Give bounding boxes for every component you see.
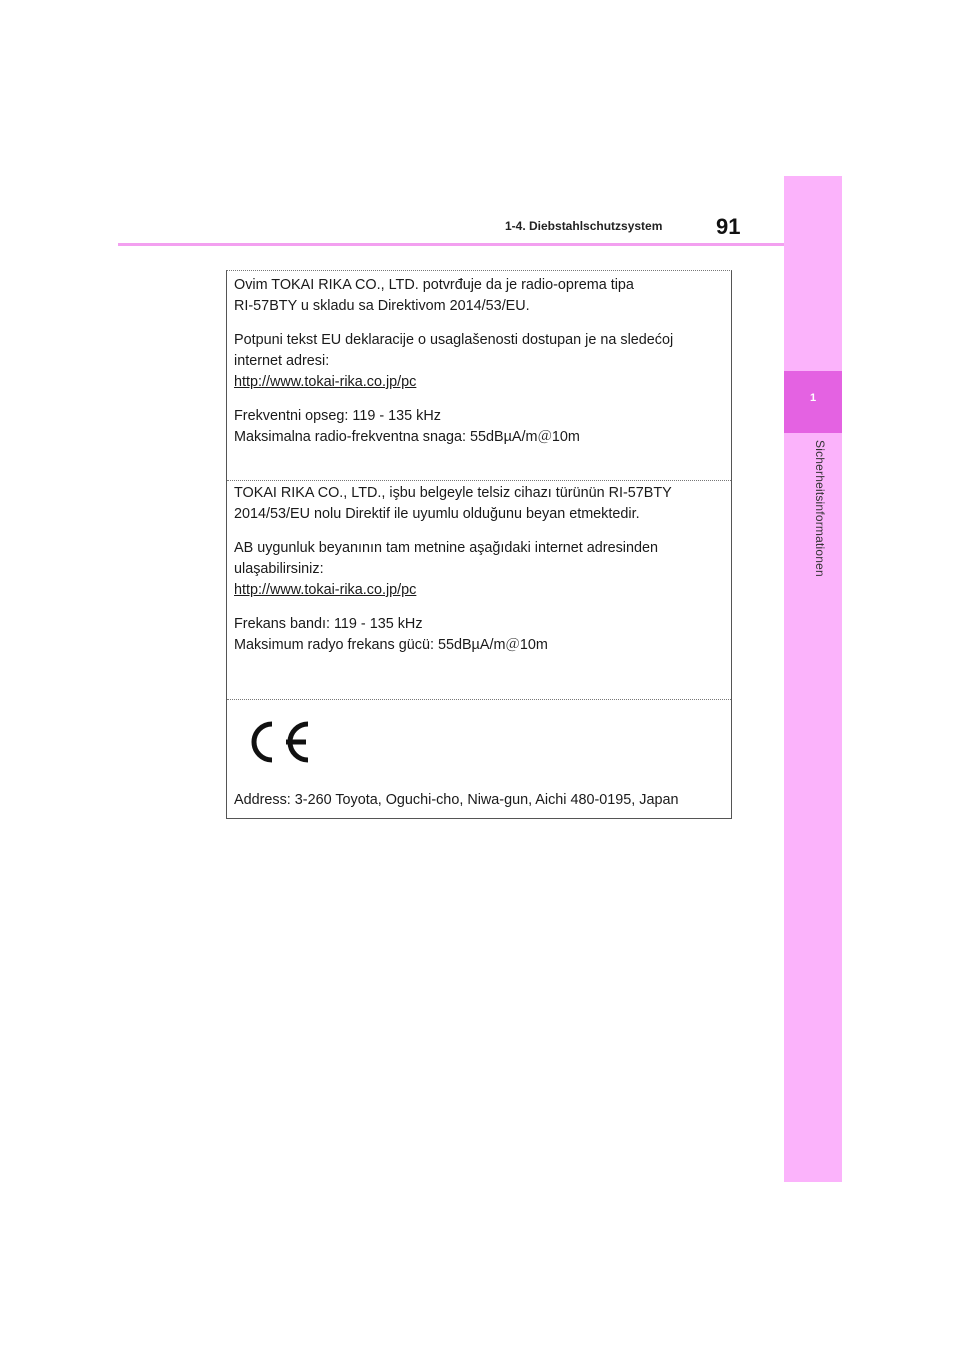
ce-mark-icon [242, 717, 314, 772]
frequency-range: Frekventni opseg: 119 - 135 kHz [234, 408, 441, 424]
chapter-side-tab [784, 176, 842, 1182]
serbian-declaration [234, 275, 725, 448]
header-divider [118, 243, 785, 246]
manufacturer-address: Address: 3-260 Toyota, Oguchi-cho, Niwa-gun, Aichi 480-0195, Japan [234, 792, 679, 808]
turkish-declaration [234, 483, 725, 656]
declaration-box [226, 270, 732, 819]
text-line: 2014/53/EU nolu Direktif ile uyumlu olduğunu beyan etmektedir. [234, 506, 640, 522]
max-power: Maksimum radyo frekans gücü: 55dBµA/m＠10m [234, 637, 548, 653]
text-line: Potpuni tekst EU deklaracije o usaglašenosti dostupan je na sledećoj [234, 332, 674, 348]
text-line: Ovim TOKAI RIKA CO., LTD. potvrđuje da je radio-oprema tipa [234, 277, 634, 293]
declaration-url-link[interactable]: http://www.tokai-rika.co.jp/pc [234, 374, 417, 390]
max-power: Maksimalna radio-frekventna snaga: 55dBµA/m＠10m [234, 429, 580, 445]
frequency-range: Frekans bandı: 119 - 135 kHz [234, 616, 423, 632]
chapter-number: 1 [809, 392, 817, 404]
declaration-url-link[interactable]: http://www.tokai-rika.co.jp/pc [234, 582, 417, 598]
page-number: 91 [716, 214, 741, 239]
text-line: RI-57BTY u skladu sa Direktivom 2014/53/EU. [234, 298, 530, 314]
chapter-label: Sicherheitsinformationen [813, 440, 827, 577]
text-line: ulaşabilirsiniz: [234, 561, 324, 577]
section-title: 1-4. Diebstahlschutzsystem [505, 219, 663, 233]
text-line: internet adresi: [234, 353, 330, 369]
section-divider [227, 699, 731, 700]
section-divider [227, 480, 731, 481]
text-line: AB uygunluk beyanının tam metnine aşağıdaki internet adresinden [234, 540, 658, 556]
text-line: TOKAI RIKA CO., LTD., işbu belgeyle telsiz cihazı türünün RI-57BTY [234, 485, 672, 501]
